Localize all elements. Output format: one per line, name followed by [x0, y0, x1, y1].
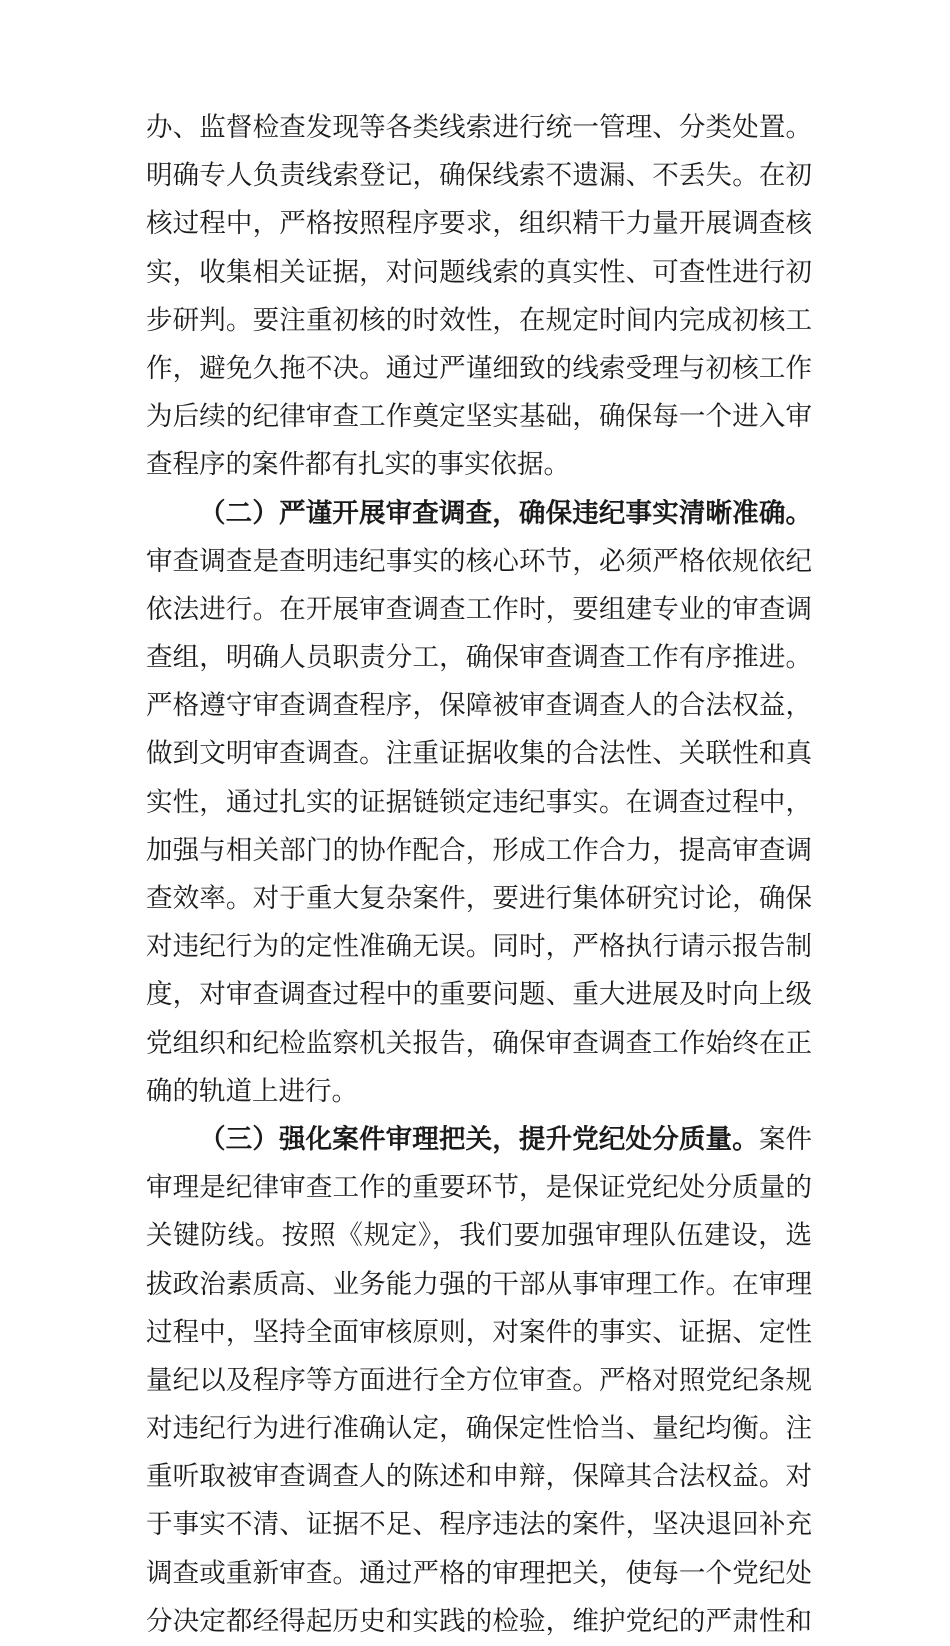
text-line: 关键防线。按照《规定》，我们要加强审理队伍建设，选	[146, 1220, 812, 1252]
text-line: 为后续的纪律审查工作奠定坚实基础，确保每一个进入审	[146, 401, 812, 433]
text-line: 对违纪行为进行准确认定，确保定性恰当、量纪均衡。注	[146, 1413, 812, 1445]
text-line: 加强与相关部门的协作配合，形成工作合力，提高审查调	[146, 834, 812, 866]
heading-tail-text: 案件	[758, 1123, 813, 1155]
text-line: 核过程中，严格按照程序要求，组织精干力量开展调查核	[146, 208, 812, 240]
text-line: 调查或重新审查。通过严格的审理把关，使每一个党纪处	[146, 1557, 812, 1589]
text-line: 查程序的案件都有扎实的事实依据。	[146, 449, 570, 481]
section-heading-3: （三）强化案件审理把关，提升党纪处分质量。	[199, 1123, 759, 1155]
text-line: 确的轨道上进行。	[146, 1075, 358, 1107]
text-line: 依法进行。在开展审查调查工作时，要组建专业的审查调	[146, 593, 812, 625]
text-line: 实，收集相关证据，对问题线索的真实性、可查性进行初	[146, 256, 812, 288]
text-line: 严格遵守审查调查程序，保障被审查调查人的合法权益，	[146, 690, 812, 722]
text-line: 党组织和纪检监察机关报告，确保审查调查工作始终在正	[146, 1027, 812, 1059]
text-line: 步研判。要注重初核的时效性，在规定时间内完成初核工	[146, 304, 812, 336]
text-line: 审理是纪律审查工作的重要环节，是保证党纪处分质量的	[146, 1172, 812, 1204]
text-line: 查效率。对于重大复杂案件，要进行集体研究讨论，确保	[146, 883, 812, 914]
paragraph-clue-handling	[146, 104, 812, 490]
text-line: 重听取被审查调查人的陈述和申辩，保障其合法权益。对	[146, 1461, 812, 1493]
text-line: 做到文明审查调查。注重证据收集的合法性、关联性和真	[146, 738, 812, 770]
text-line: 办、监督检查发现等各类线索进行统一管理、分类处置。	[146, 112, 812, 143]
section-heading-2: （二）严谨开展审查调查，确保违纪事实清晰准确。	[199, 497, 812, 529]
paragraph-case-trial	[146, 1116, 812, 1646]
text-line: 对违纪行为的定性准确无误。同时，严格执行请示报告制	[146, 931, 812, 963]
text-line: 分决定都经得起历史和实践的检验，维护党纪的严肃性和	[146, 1605, 812, 1637]
text-line: 审查调查是查明违纪事实的核心环节，必须严格依规依纪	[146, 545, 812, 577]
text-line: 作，避免久拖不决。通过严谨细致的线索受理与初核工作	[146, 352, 812, 384]
text-line: 查组，明确人员职责分工，确保审查调查工作有序推进。	[146, 642, 812, 674]
text-line: 明确专人负责线索登记，确保线索不遗漏、不丢失。在初	[146, 160, 812, 192]
section-heading-3-line	[146, 1116, 812, 1164]
paragraph-review-investigation	[146, 490, 812, 1116]
text-line: 于事实不清、证据不足、程序违法的案件，坚决退回补充	[146, 1509, 812, 1541]
text-line: 量纪以及程序等方面进行全方位审查。严格对照党纪条规	[146, 1364, 812, 1396]
document-page	[146, 104, 812, 1646]
text-line: 度，对审查调查过程中的重要问题、重大进展及时向上级	[146, 979, 812, 1011]
text-line: 实性，通过扎实的证据链锁定违纪事实。在调查过程中，	[146, 786, 812, 818]
text-line: 拔政治素质高、业务能力强的干部从事审理工作。在审理	[146, 1268, 812, 1300]
text-line: 过程中，坚持全面审核原则，对案件的事实、证据、定性	[146, 1316, 812, 1348]
